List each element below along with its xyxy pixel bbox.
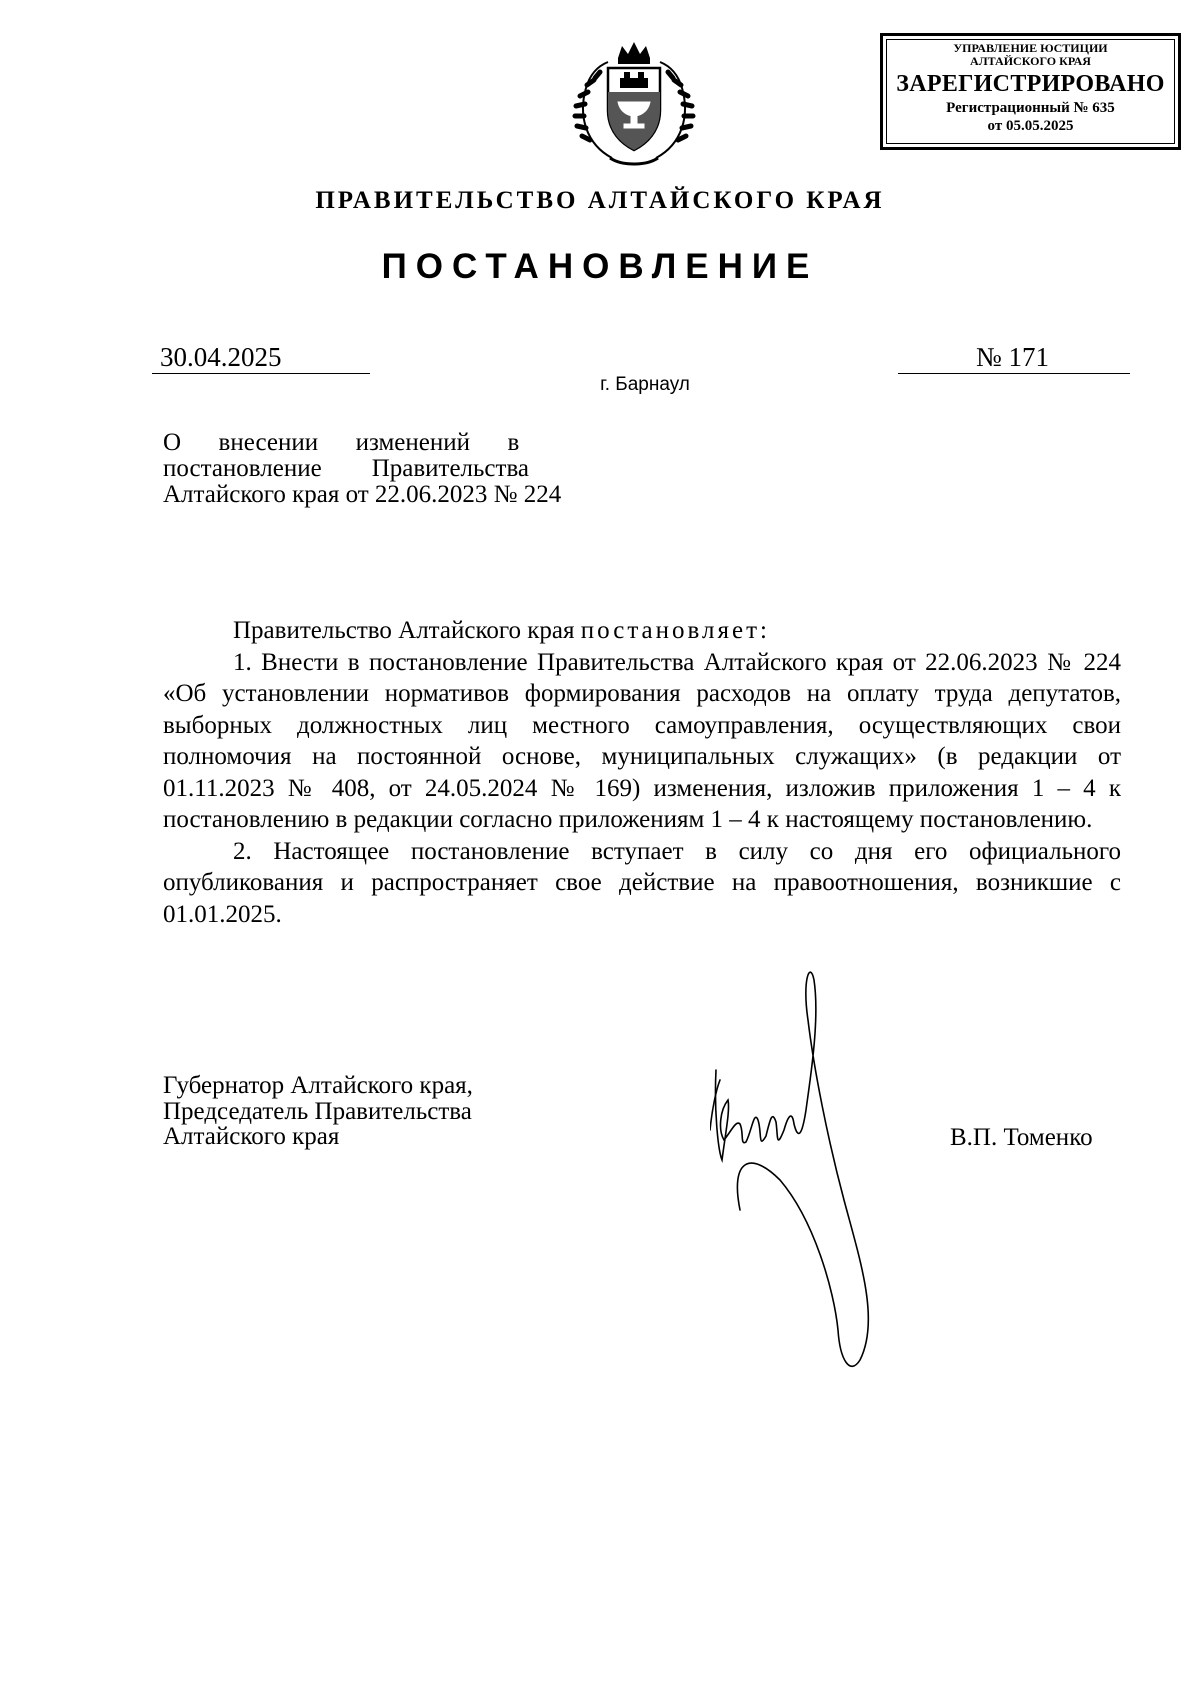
subject-line2: постановление Правительства [163,455,530,482]
subject-line1: О внесении изменений в [163,429,520,456]
document-type-heading: ПОСТАНОВЛЕНИЕ [381,247,819,286]
stamp-date: от 05.05.2025 [987,118,1074,134]
body-item-2: 2. Настоящее постановление вступает в силу со дня его официального опубликования и распространяет свое действие на правоотношения, возникшие с 01.01.2025. [163,837,1121,928]
document-place: г. Барнаул [600,374,690,395]
registration-stamp [880,33,1181,150]
position-line1: Губернатор Алтайского края, [163,1072,473,1099]
signatory-name: В.П. Томенко [950,1124,1093,1151]
subject-line3: Алтайского края от 22.06.2023 № 224 [163,481,562,508]
body-intro [163,615,1121,647]
position-line2: Председатель Правительства [163,1097,472,1125]
intro-decree-word: постановляет: [580,617,770,644]
document-subject [163,430,633,508]
coat-of-arms-emblem [572,40,696,168]
handwritten-signature [710,960,950,1380]
stamp-status: ЗАРЕГИСТРИРОВАНО [896,71,1165,97]
document-date: 30.04.2025 [152,341,370,374]
government-title: ПРАВИТЕЛЬСТВО АЛТАЙСКОГО КРАЯ [315,187,885,214]
stamp-org-line2: АЛТАЙСКОГО КРАЯ [970,54,1091,68]
stamp-inner-border [886,39,1175,144]
document-number: № 171 [898,341,1130,374]
position-line3: Алтайского края [163,1123,340,1150]
body-item-1: 1. Внести в постановление Правительства Алтайского края от 22.06.2023 № 224 «Об установлении нормативов формирования расходов на оплату труда депутатов, выборных должностных лиц местного самоуправления, осуществляющих свои полномочия на постоянной основе, муниципальных служащих» (в редакции от 01.11.2023 № 408, от 24.05.2024 № 169) изменения, изложив приложения 1 – 4 к постановлению в редакции согласно приложениям 1 – 4 к настоящему постановлению. [163,648,1121,833]
stamp-org-line1: УПРАВЛЕНИЕ ЮСТИЦИИ [953,41,1108,55]
document-body [163,615,1121,930]
intro-prefix: Правительство Алтайского края [233,617,581,644]
stamp-registration-number: Регистрационный № 635 [946,100,1115,116]
signatory-position [163,1073,583,1150]
